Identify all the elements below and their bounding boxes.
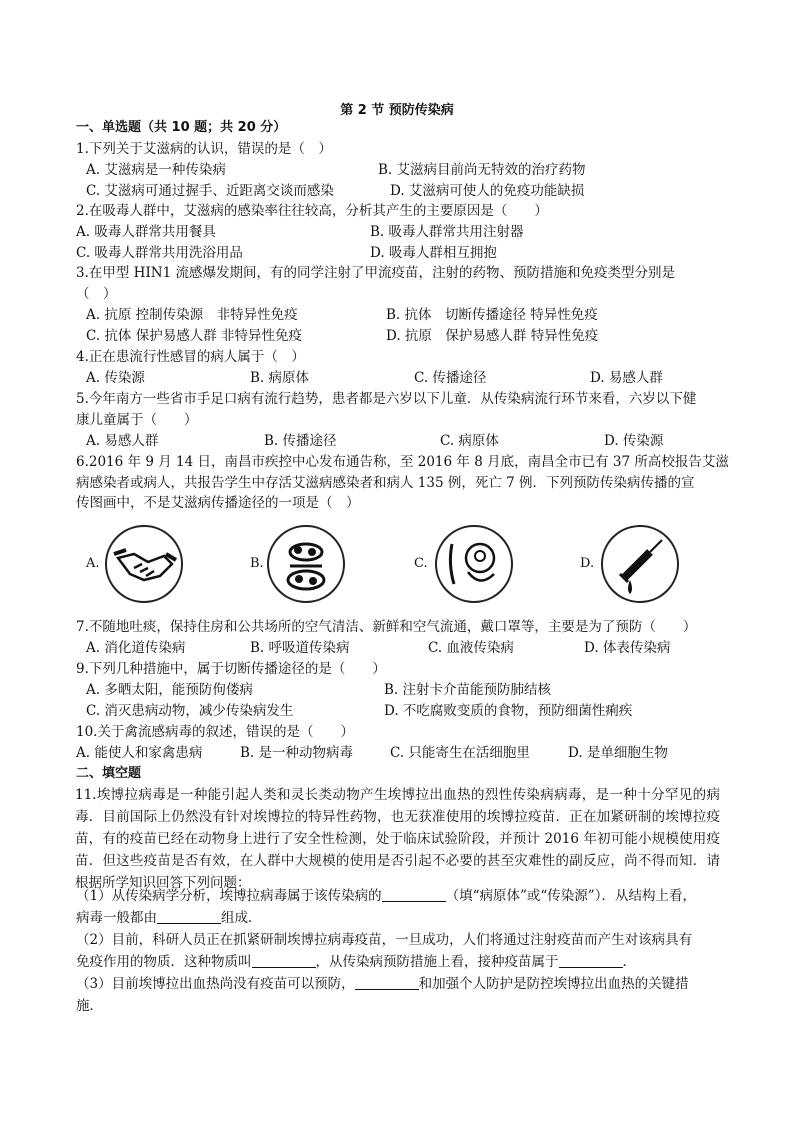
question-4-option-d: D. 易感人群 bbox=[590, 370, 663, 386]
question-3-stem: 3.在甲型 HIN1 流感爆发期间，有的同学注射了甲流疫苗，注射的药物、预防措施和免疫类型分别是 bbox=[76, 265, 675, 281]
page-title: 第 2 节 预防传染病 bbox=[340, 103, 454, 118]
question-5-option-c: C. 病原体 bbox=[440, 433, 499, 449]
question-3-stem-cont: （ ） bbox=[76, 286, 117, 302]
question-7-option-d: D. 体表传染病 bbox=[584, 640, 671, 656]
question-7-option-b: B. 呼吸道传染病 bbox=[250, 640, 350, 656]
question-3-option-b: B. 抗体 切断传播途径 特异性免疫 bbox=[386, 307, 598, 323]
question-1-option-d: D. 艾滋病可使人的免疫功能缺损 bbox=[390, 183, 585, 199]
question-1-option-a: A. 艾滋病是一种传染病 bbox=[86, 162, 226, 178]
q11-part3-text-a: （3）目前埃博拉出血热尚没有疫苗可以预防， bbox=[76, 976, 355, 992]
picture-label-c: C. bbox=[414, 556, 428, 571]
question-5-stem-cont: 康儿童属于（ ） bbox=[76, 412, 198, 428]
q11-part1-text-b: （填“病原体”或“传染源”）．从结构上看， bbox=[445, 888, 696, 904]
question-1-option-b: B. 艾滋病目前尚无特效的治疗药物 bbox=[378, 162, 586, 178]
question-9-stem: 9.下列几种措施中，属于切断传播途径的是（ ） bbox=[76, 661, 386, 677]
question-2-option-c: C. 吸毒人群常共用洗浴用品 bbox=[76, 245, 243, 261]
question-10-option-a: A. 能使人和家禽患病 bbox=[76, 745, 203, 761]
question-1-stem: 1.下列关于艾滋病的认识，错误的是（ ） bbox=[76, 141, 332, 157]
question-11-part-1 bbox=[76, 886, 696, 906]
q11-blank-5[interactable] bbox=[355, 975, 419, 990]
q11-blank-3[interactable] bbox=[252, 953, 316, 968]
q11-part1-text-d: 组成． bbox=[221, 910, 262, 926]
question-3-option-a: A. 抗原 控制传染源 非特异性免疫 bbox=[86, 307, 298, 323]
shared-meal-icon bbox=[266, 524, 346, 604]
question-3-option-c: C. 抗体 保护易感人群 非特异性免疫 bbox=[86, 328, 303, 344]
question-11-part-2: （2）目前，科研人员正在抓紧研制埃博拉病毒疫苗，一旦成功，人们将通过注射疫苗而产生对该病具有 bbox=[76, 932, 693, 948]
q11-part1-text-a: （1）从传染病学分析，埃博拉病毒属于该传染病的 bbox=[76, 888, 382, 904]
q11-part1-text-c: 病毒一般都由 bbox=[76, 910, 157, 926]
question-2-option-a: A. 吸毒人群常共用餐具 bbox=[76, 224, 216, 240]
question-11-part-1-cont bbox=[76, 908, 262, 928]
question-11-part-3-cont: 施． bbox=[76, 998, 103, 1014]
question-10-option-c: C. 只能寄生在活细胞里 bbox=[390, 745, 530, 761]
question-2-stem: 2.在吸毒人群中，艾滋病的感染率往往较高，分析其产生的主要原因是（ ） bbox=[76, 203, 548, 219]
question-4-option-a: A. 传染源 bbox=[86, 370, 145, 386]
question-5-stem: 5.今年南方一些省市手足口病有流行趋势，患者都是六岁以下儿童．从传染病流行环节来看，六岁以下健 bbox=[76, 391, 697, 407]
question-6-stem-cont2: 传图画中，不是艾滋病传播途径的一项是（ ） bbox=[76, 495, 360, 511]
question-9-option-b: B. 注射卡介苗能预防肺结核 bbox=[384, 682, 552, 698]
picture-label-b: B. bbox=[250, 556, 264, 571]
question-2-option-d: D. 吸毒人群相互拥抱 bbox=[370, 245, 497, 261]
syringe-icon bbox=[600, 524, 680, 604]
question-10-stem: 10.关于禽流感病毒的叙述，错误的是（ ） bbox=[76, 724, 354, 740]
question-11-part-3 bbox=[76, 974, 689, 994]
question-2-option-b: B. 吸毒人群常共用注射器 bbox=[370, 224, 524, 240]
question-4-stem: 4.正在患流行性感冒的病人属于（ ） bbox=[76, 349, 305, 365]
question-7-stem: 7.不随地吐痰，保持住房和公共场所的空气清洁、新鲜和空气流通，戴口罩等，主要是为了预防（ ） bbox=[76, 619, 697, 635]
section-heading-single-choice: 一、单选题（共 10 题；共 20 分） bbox=[76, 120, 287, 135]
question-6-stem-cont: 病感染者或病人，共报告学生中存活艾滋病感染者和病人 135 例，死亡 7 例．下列预防传染病传播的宣 bbox=[76, 475, 695, 491]
question-9-option-c: C. 消灭患病动物，减少传染病发生 bbox=[86, 703, 294, 719]
question-11-intro: 11.埃博拉病毒是一种能引起人类和灵长类动物产生埃博拉出血热的烈性传染病病毒，是一种十分罕见的病毒．目前国际上仍然没有针对埃博拉的特异性药物，也无获准使用的埃博拉疫苗．正在加紧研制的埃博拉疫苗，有的疫苗已经在动物身上进行了安全性检测，处于临床试验阶段，并预计 2016 年初可能小规模使用疫苗．但这些疫苗是否有效，在人群中大规模的使用是否引起不必要的甚至灾难性的副反应，尚不得而知．请根据所学知识回答下列问题： bbox=[75, 787, 720, 891]
question-4-option-c: C. 传播途径 bbox=[414, 370, 487, 386]
question-7-option-a: A. 消化道传染病 bbox=[86, 640, 186, 656]
q11-part2-text-b: 免疫作用的物质．这种物质叫 bbox=[76, 954, 252, 970]
q11-blank-4[interactable] bbox=[559, 953, 623, 968]
mother-child-icon bbox=[434, 524, 514, 604]
q11-part2-text-c: ，从传染病预防措施上看，接种疫苗属于 bbox=[315, 954, 559, 970]
q11-blank-2[interactable] bbox=[157, 909, 221, 924]
picture-label-d: D. bbox=[580, 556, 595, 571]
handshake-icon bbox=[104, 524, 184, 604]
question-9-option-d: D. 不吃腐败变质的食物，预防细菌性痢疾 bbox=[384, 703, 633, 719]
question-11-part-2-cont bbox=[76, 952, 636, 972]
question-9-option-a: A. 多晒太阳，能预防佝偻病 bbox=[86, 682, 253, 698]
question-5-option-d: D. 传染源 bbox=[604, 433, 664, 449]
question-6-stem: 6.2016 年 9 月 14 日，南昌市疾控中心发布通告称，至 2016 年 8 月底，南昌全市已有 37 所高校报告艾滋 bbox=[76, 454, 729, 470]
q11-blank-1[interactable] bbox=[382, 887, 446, 902]
question-10-option-d: D. 是单细胞生物 bbox=[568, 745, 668, 761]
picture-label-a: A. bbox=[86, 556, 100, 571]
question-3-option-d: D. 抗原 保护易感人群 特异性免疫 bbox=[386, 328, 599, 344]
question-5-option-b: B. 传播途径 bbox=[264, 433, 337, 449]
question-5-option-a: A. 易感人群 bbox=[86, 433, 159, 449]
q11-part2-text-d: ． bbox=[622, 954, 636, 970]
question-4-option-b: B. 病原体 bbox=[250, 370, 310, 386]
q11-part3-text-b: 和加强个人防护是防控埃博拉出血热的关键措 bbox=[418, 976, 689, 992]
question-7-option-c: C. 血液传染病 bbox=[428, 640, 514, 656]
question-1-option-c: C. 艾滋病可通过握手、近距离交谈而感染 bbox=[86, 183, 334, 199]
section-heading-fill-blank: 二、填空题 bbox=[76, 766, 142, 781]
question-10-option-b: B. 是一种动物病毒 bbox=[240, 745, 354, 761]
